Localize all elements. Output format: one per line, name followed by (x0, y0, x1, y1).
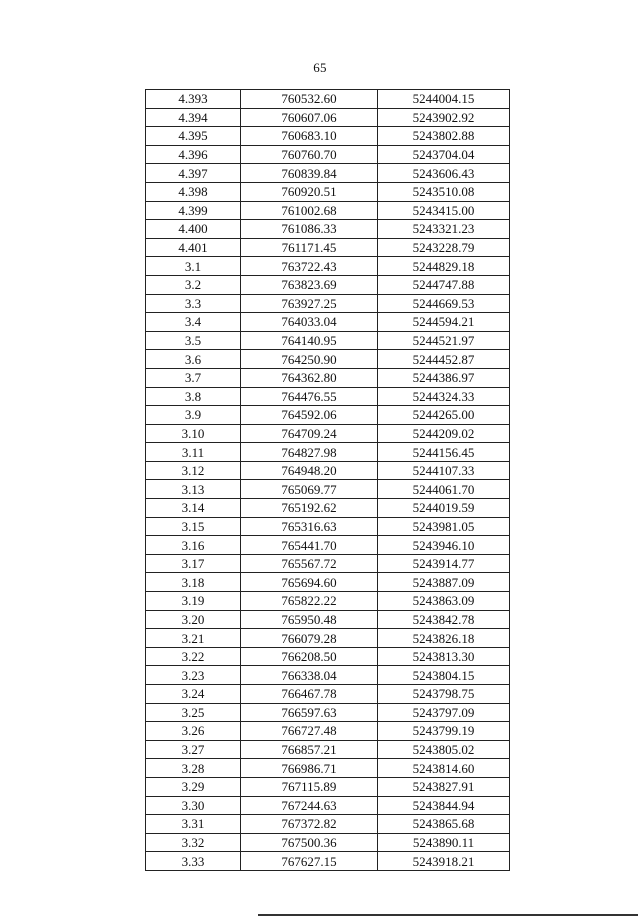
x-coordinate-cell: 760683.10 (241, 127, 378, 146)
table-row (146, 759, 510, 778)
point-id-cell: 4.397 (146, 164, 241, 183)
point-id-cell: 3.10 (146, 424, 241, 443)
x-coordinate-cell: 766597.63 (241, 703, 378, 722)
y-coordinate-cell: 5243228.79 (378, 238, 510, 257)
point-id-cell: 3.27 (146, 740, 241, 759)
x-coordinate-cell: 764709.24 (241, 424, 378, 443)
table-row (146, 852, 510, 871)
point-id-cell: 4.396 (146, 145, 241, 164)
table-row (146, 536, 510, 555)
y-coordinate-cell: 5244521.97 (378, 331, 510, 350)
x-coordinate-cell: 763927.25 (241, 294, 378, 313)
table-row (146, 368, 510, 387)
point-id-cell: 3.3 (146, 294, 241, 313)
y-coordinate-cell: 5244209.02 (378, 424, 510, 443)
y-coordinate-cell: 5243798.75 (378, 685, 510, 704)
table-row (146, 592, 510, 611)
table-row (146, 127, 510, 146)
x-coordinate-cell: 764250.90 (241, 350, 378, 369)
x-coordinate-cell: 761002.68 (241, 201, 378, 220)
point-id-cell: 3.9 (146, 406, 241, 425)
y-coordinate-cell: 5244004.15 (378, 90, 510, 109)
x-coordinate-cell: 760607.06 (241, 108, 378, 127)
x-coordinate-cell: 760920.51 (241, 182, 378, 201)
point-id-cell: 3.6 (146, 350, 241, 369)
table-row (146, 331, 510, 350)
y-coordinate-cell: 5243415.00 (378, 201, 510, 220)
y-coordinate-cell: 5243863.09 (378, 592, 510, 611)
table-row (146, 145, 510, 164)
point-id-cell: 3.13 (146, 480, 241, 499)
x-coordinate-cell: 766986.71 (241, 759, 378, 778)
table-row (146, 610, 510, 629)
table-row (146, 722, 510, 741)
y-coordinate-cell: 5243827.91 (378, 777, 510, 796)
table-row (146, 220, 510, 239)
y-coordinate-cell: 5243804.15 (378, 666, 510, 685)
x-coordinate-cell: 763722.43 (241, 257, 378, 276)
x-coordinate-cell: 766079.28 (241, 629, 378, 648)
x-coordinate-cell: 760760.70 (241, 145, 378, 164)
table-row (146, 90, 510, 109)
table-row (146, 647, 510, 666)
coordinates-table (145, 89, 510, 871)
x-coordinate-cell: 767244.63 (241, 796, 378, 815)
table-row (146, 517, 510, 536)
y-coordinate-cell: 5244594.21 (378, 313, 510, 332)
table-row (146, 201, 510, 220)
table-row (146, 461, 510, 480)
point-id-cell: 3.32 (146, 833, 241, 852)
y-coordinate-cell: 5243813.30 (378, 647, 510, 666)
x-coordinate-cell: 764476.55 (241, 387, 378, 406)
x-coordinate-cell: 761171.45 (241, 238, 378, 257)
y-coordinate-cell: 5243914.77 (378, 554, 510, 573)
table-row (146, 275, 510, 294)
table-row (146, 740, 510, 759)
y-coordinate-cell: 5243606.43 (378, 164, 510, 183)
point-id-cell: 4.394 (146, 108, 241, 127)
y-coordinate-cell: 5243510.08 (378, 182, 510, 201)
table-row (146, 777, 510, 796)
point-id-cell: 3.24 (146, 685, 241, 704)
point-id-cell: 3.1 (146, 257, 241, 276)
table-row (146, 257, 510, 276)
table-row (146, 666, 510, 685)
point-id-cell: 4.400 (146, 220, 241, 239)
point-id-cell: 4.393 (146, 90, 241, 109)
point-id-cell: 3.18 (146, 573, 241, 592)
x-coordinate-cell: 764592.06 (241, 406, 378, 425)
table-row (146, 294, 510, 313)
y-coordinate-cell: 5243842.78 (378, 610, 510, 629)
point-id-cell: 3.29 (146, 777, 241, 796)
point-id-cell: 4.399 (146, 201, 241, 220)
table-row (146, 424, 510, 443)
x-coordinate-cell: 766338.04 (241, 666, 378, 685)
point-id-cell: 4.401 (146, 238, 241, 257)
y-coordinate-cell: 5243805.02 (378, 740, 510, 759)
y-coordinate-cell: 5243826.18 (378, 629, 510, 648)
y-coordinate-cell: 5243814.60 (378, 759, 510, 778)
y-coordinate-cell: 5243802.88 (378, 127, 510, 146)
point-id-cell: 3.4 (146, 313, 241, 332)
table-row (146, 499, 510, 518)
point-id-cell: 3.11 (146, 443, 241, 462)
table-row (146, 313, 510, 332)
y-coordinate-cell: 5244452.87 (378, 350, 510, 369)
point-id-cell: 3.2 (146, 275, 241, 294)
point-id-cell: 3.26 (146, 722, 241, 741)
x-coordinate-cell: 765316.63 (241, 517, 378, 536)
y-coordinate-cell: 5243918.21 (378, 852, 510, 871)
x-coordinate-cell: 767500.36 (241, 833, 378, 852)
point-id-cell: 3.25 (146, 703, 241, 722)
page-number: 65 (313, 60, 327, 75)
y-coordinate-cell: 5243704.04 (378, 145, 510, 164)
y-coordinate-cell: 5244107.33 (378, 461, 510, 480)
table-row (146, 815, 510, 834)
table-row (146, 443, 510, 462)
table-row (146, 480, 510, 499)
y-coordinate-cell: 5244265.00 (378, 406, 510, 425)
point-id-cell: 4.398 (146, 182, 241, 201)
y-coordinate-cell: 5244019.59 (378, 499, 510, 518)
point-id-cell: 3.31 (146, 815, 241, 834)
table-row (146, 554, 510, 573)
x-coordinate-cell: 760839.84 (241, 164, 378, 183)
y-coordinate-cell: 5244669.53 (378, 294, 510, 313)
point-id-cell: 3.23 (146, 666, 241, 685)
table-row (146, 238, 510, 257)
x-coordinate-cell: 764140.95 (241, 331, 378, 350)
table-row (146, 350, 510, 369)
y-coordinate-cell: 5243799.19 (378, 722, 510, 741)
point-id-cell: 3.21 (146, 629, 241, 648)
point-id-cell: 4.395 (146, 127, 241, 146)
x-coordinate-cell: 763823.69 (241, 275, 378, 294)
x-coordinate-cell: 761086.33 (241, 220, 378, 239)
table-row (146, 164, 510, 183)
x-coordinate-cell: 767115.89 (241, 777, 378, 796)
x-coordinate-cell: 765192.62 (241, 499, 378, 518)
x-coordinate-cell: 766467.78 (241, 685, 378, 704)
table-row (146, 629, 510, 648)
point-id-cell: 3.20 (146, 610, 241, 629)
x-coordinate-cell: 765567.72 (241, 554, 378, 573)
y-coordinate-cell: 5243902.92 (378, 108, 510, 127)
point-id-cell: 3.17 (146, 554, 241, 573)
x-coordinate-cell: 764948.20 (241, 461, 378, 480)
point-id-cell: 3.5 (146, 331, 241, 350)
y-coordinate-cell: 5244156.45 (378, 443, 510, 462)
point-id-cell: 3.33 (146, 852, 241, 871)
table-row (146, 703, 510, 722)
point-id-cell: 3.30 (146, 796, 241, 815)
table-row (146, 406, 510, 425)
x-coordinate-cell: 766208.50 (241, 647, 378, 666)
x-coordinate-cell: 764362.80 (241, 368, 378, 387)
x-coordinate-cell: 765694.60 (241, 573, 378, 592)
point-id-cell: 3.14 (146, 499, 241, 518)
table-row (146, 685, 510, 704)
y-coordinate-cell: 5243321.23 (378, 220, 510, 239)
bottom-rule (258, 914, 638, 916)
point-id-cell: 3.8 (146, 387, 241, 406)
y-coordinate-cell: 5243981.05 (378, 517, 510, 536)
table-row (146, 387, 510, 406)
y-coordinate-cell: 5243797.09 (378, 703, 510, 722)
table-row (146, 833, 510, 852)
x-coordinate-cell: 766727.48 (241, 722, 378, 741)
x-coordinate-cell: 766857.21 (241, 740, 378, 759)
point-id-cell: 3.16 (146, 536, 241, 555)
x-coordinate-cell: 765822.22 (241, 592, 378, 611)
y-coordinate-cell: 5243887.09 (378, 573, 510, 592)
point-id-cell: 3.28 (146, 759, 241, 778)
y-coordinate-cell: 5244747.88 (378, 275, 510, 294)
table-row (146, 182, 510, 201)
x-coordinate-cell: 767627.15 (241, 852, 378, 871)
point-id-cell: 3.22 (146, 647, 241, 666)
x-coordinate-cell: 764827.98 (241, 443, 378, 462)
table-row (146, 573, 510, 592)
point-id-cell: 3.7 (146, 368, 241, 387)
table-row (146, 796, 510, 815)
y-coordinate-cell: 5243890.11 (378, 833, 510, 852)
y-coordinate-cell: 5244386.97 (378, 368, 510, 387)
x-coordinate-cell: 767372.82 (241, 815, 378, 834)
y-coordinate-cell: 5243946.10 (378, 536, 510, 555)
point-id-cell: 3.12 (146, 461, 241, 480)
coordinates-table-body (146, 90, 510, 871)
table-row (146, 108, 510, 127)
y-coordinate-cell: 5243865.68 (378, 815, 510, 834)
x-coordinate-cell: 764033.04 (241, 313, 378, 332)
y-coordinate-cell: 5243844.94 (378, 796, 510, 815)
y-coordinate-cell: 5244324.33 (378, 387, 510, 406)
x-coordinate-cell: 765069.77 (241, 480, 378, 499)
y-coordinate-cell: 5244061.70 (378, 480, 510, 499)
y-coordinate-cell: 5244829.18 (378, 257, 510, 276)
point-id-cell: 3.19 (146, 592, 241, 611)
point-id-cell: 3.15 (146, 517, 241, 536)
x-coordinate-cell: 765441.70 (241, 536, 378, 555)
x-coordinate-cell: 760532.60 (241, 90, 378, 109)
x-coordinate-cell: 765950.48 (241, 610, 378, 629)
